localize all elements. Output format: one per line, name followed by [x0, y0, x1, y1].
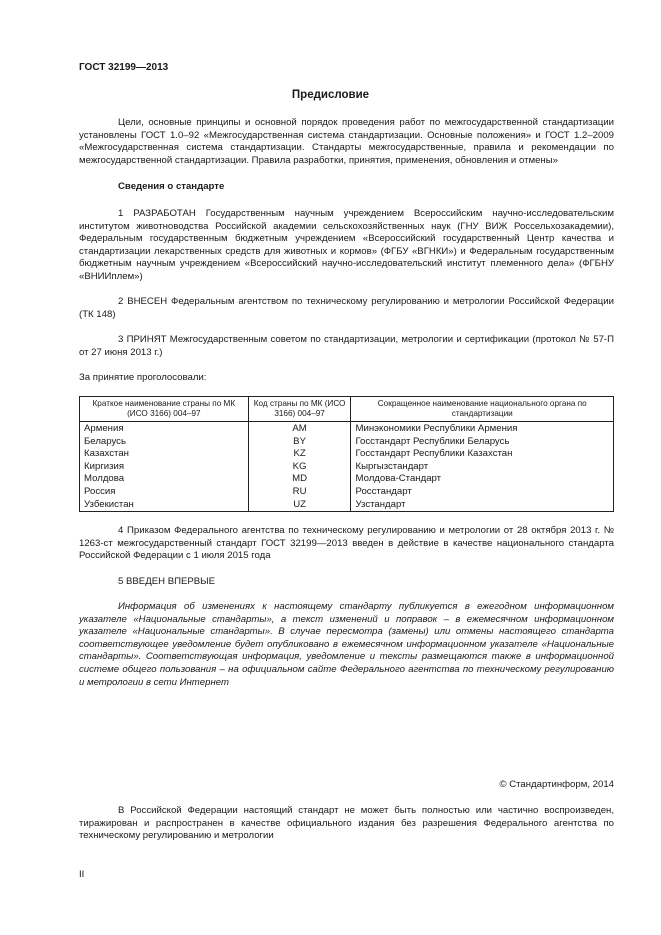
voting-countries-table: [79, 396, 614, 512]
code-cell: KZ: [248, 448, 351, 461]
item2-block: [79, 296, 614, 321]
code-cell: MD: [248, 473, 351, 486]
item3-block: [79, 334, 614, 359]
item2-introduced-by: 2 ВНЕСЕН Федеральным агентством по техническому регулированию и метрологии Российской Федерации (ТК 148): [79, 296, 614, 320]
column-header-standards-body: Сокращенное наименование национального органа по стандартизации: [351, 397, 614, 422]
document-code: ГОСТ 32199—2013: [79, 62, 169, 73]
standards-body-cell: Молдова-Стандарт: [351, 473, 614, 486]
standards-body-cell: Узстандарт: [351, 499, 614, 512]
table-row: [80, 436, 614, 449]
code-cell: BY: [248, 436, 351, 449]
code-cell: RU: [248, 486, 351, 499]
item1-block: [79, 208, 614, 284]
country-cell: Армения: [80, 422, 249, 436]
standards-body-cell: Росстандарт: [351, 486, 614, 499]
item5-block: [79, 576, 614, 589]
table-row: [80, 422, 614, 436]
table-header-row: [80, 397, 614, 422]
table-row: [80, 486, 614, 499]
standards-body-cell: Кыргызстандарт: [351, 461, 614, 474]
item4-order: 4 Приказом Федерального агентства по техническому регулированию и метрологии от 28 октября 2013 г. № 1263-ст межгосударственный стандарт ГОСТ 32199—2013 введен в действие в качестве национального стандарта Российской Федерации с 1 июля 2015 года: [79, 525, 614, 562]
country-cell: Узбекистан: [80, 499, 249, 512]
info-notice-paragraph: Информация об изменениях к настоящему стандарту публикуется в ежегодном информационном указателе «Национальные стандарты», а текст изменений и поправок – в ежемесячном информационном указателе «Национальные стандарты». В случае пересмотра (замены) или отмены настоящего стандарта соответствующее уведомление будет опубликовано в ежемесячном информационном указателе «Национальные стандарты». Соответствующая информация, уведомление и тексты размещаются также в информационной системе общего пользования – на официальном сайте Федерального агентства по техническому регулированию и метрологии в сети Интернет: [79, 601, 614, 688]
country-cell: Молдова: [80, 473, 249, 486]
reproduction-notice: В Российской Федерации настоящий стандарт не может быть полностью или частично воспроизведен, тиражирован и распространен в качестве официального издания без разрешения Федерального агентства по техническому регулированию и метрологии: [79, 805, 614, 842]
country-cell: Россия: [80, 486, 249, 499]
intro-block: [79, 117, 614, 167]
preface-title: Предисловие: [291, 89, 370, 101]
item1-developed-by: 1 РАЗРАБОТАН Государственным научным учреждением Всероссийским научно-исследовательским институтом животноводства Российской академии сельскохозяйственных наук (ГНУ ВИЖ Россельхозакадемии), Федеральным государственным бюджетным учреждением «Всероссийский государственный Центр качества и стандартизации лекарственных средств для животных и кормов» (ФГБУ «ВГНКИ») и Федеральным государственным бюджетным научным учреждением «Всероссийский научно-исследовательский институт племенного дела» (ФГБНУ «ВНИИплем»): [79, 208, 614, 282]
country-cell: Киргизия: [80, 461, 249, 474]
copyright-line: © Стандартинформ, 2014: [499, 779, 614, 790]
info-notice-block: [79, 601, 614, 689]
column-header-code: Код страны по МК (ИСО 3166) 004–97: [248, 397, 351, 422]
page-number: II: [79, 869, 85, 880]
item4-block: [79, 525, 614, 563]
table-row: [80, 499, 614, 512]
standards-body-cell: Госстандарт Республики Казахстан: [351, 448, 614, 461]
table-row: [80, 461, 614, 474]
code-cell: KG: [248, 461, 351, 474]
vote-label: За принятие проголосовали:: [79, 372, 207, 383]
standards-body-cell: Госстандарт Республики Беларусь: [351, 436, 614, 449]
column-header-country: Краткое наименование страны по МК (ИСО 3166) 004–97: [80, 397, 249, 422]
country-cell: Беларусь: [80, 436, 249, 449]
code-cell: UZ: [248, 499, 351, 512]
standards-body-cell: Минэкономики Республики Армения: [351, 422, 614, 436]
country-cell: Казахстан: [80, 448, 249, 461]
reproduction-block: [79, 805, 614, 843]
table-row: [80, 448, 614, 461]
standard-info-heading: Сведения о стандарте: [118, 181, 225, 192]
intro-paragraph: Цели, основные принципы и основной порядок проведения работ по межгосударственной стандартизации установлены ГОСТ 1.0–92 «Межгосударственная система стандартизации. Основные положения» и ГОСТ 1.2–2009 «Межгосударственная система стандартизации. Стандарты межгосударственные, правила и рекомендации по межгосударственной стандартизации. Правила разработки, принятия, применения, обновления и отмены»: [79, 117, 614, 166]
item3-adopted-by: 3 ПРИНЯТ Межгосударственным советом по стандартизации, метрологии и сертификации (протокол № 57-П от 27 июня 2013 г.): [79, 334, 614, 358]
item5-introduced-first: 5 ВВЕДЕН ВПЕРВЫЕ: [118, 576, 216, 587]
code-cell: AM: [248, 422, 351, 436]
table-row: [80, 473, 614, 486]
